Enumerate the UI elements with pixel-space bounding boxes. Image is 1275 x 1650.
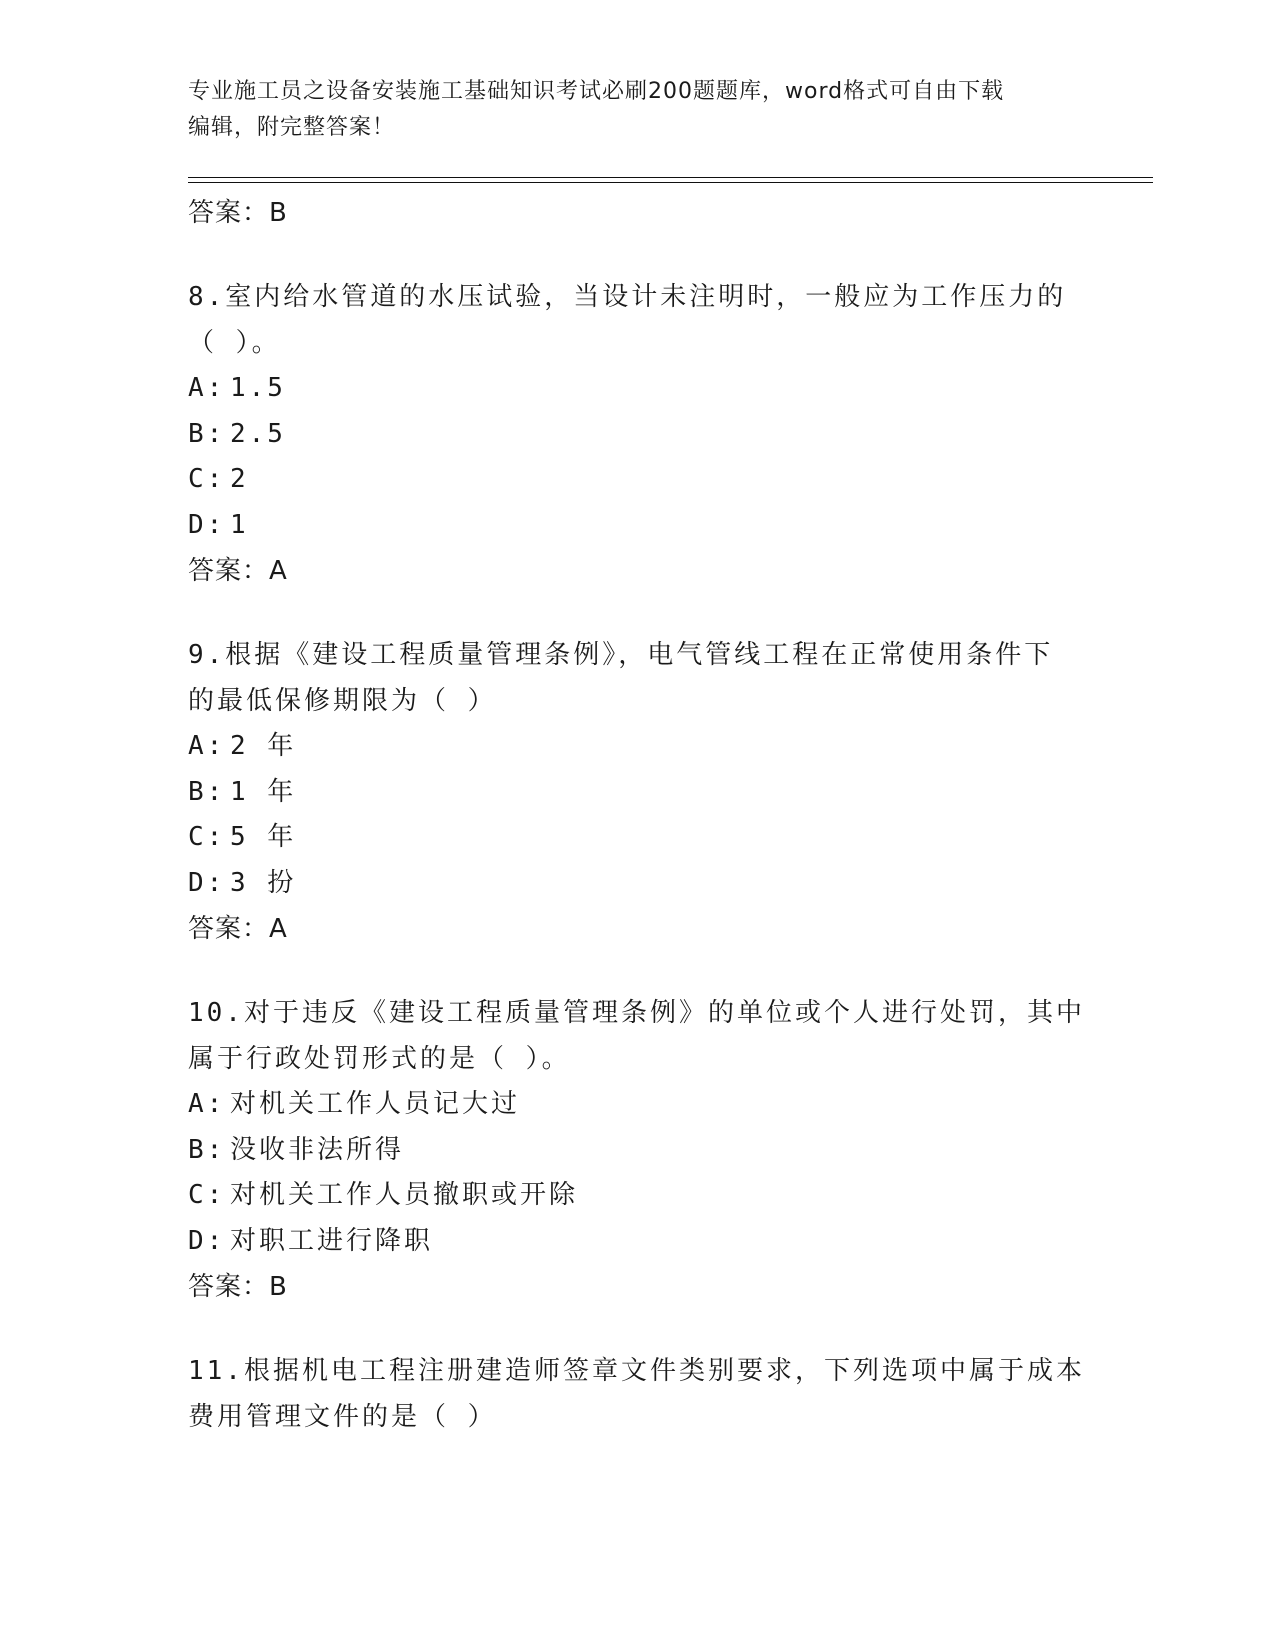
option-d	[188, 1219, 1088, 1265]
option-d	[188, 503, 1088, 549]
option-a	[188, 1082, 1088, 1128]
option-key: A:	[188, 731, 226, 761]
option-b	[188, 412, 1088, 458]
question-10	[188, 990, 1088, 1310]
answer-line: 答案：A	[188, 556, 288, 586]
question-9	[188, 632, 1088, 952]
question-text: 属于行政处罚形式的是（ ）。	[188, 1044, 571, 1074]
option-c	[188, 815, 1088, 861]
question-text: （ ）。	[188, 328, 281, 358]
option-a	[188, 366, 1088, 412]
question-list	[188, 190, 1088, 1440]
option-b	[188, 770, 1088, 816]
option-d	[188, 861, 1088, 907]
answer-line: 答案：A	[188, 914, 288, 944]
option-text: 1 年	[230, 776, 297, 807]
option-key: A:	[188, 1089, 226, 1119]
option-key: B:	[188, 776, 226, 807]
question-text: 8.室内给水管道的水压试验，当设计未注明时，一般应为工作压力的	[188, 282, 1067, 312]
header-divider-top	[188, 177, 1153, 178]
question-text: 10.对于违反《建设工程质量管理条例》的单位或个人进行处罚，其中	[188, 998, 1085, 1028]
option-key: C:	[188, 464, 226, 494]
option-text: 2.5	[230, 418, 286, 449]
header-divider-bottom	[188, 182, 1153, 183]
option-c	[188, 457, 1088, 503]
option-text: 对机关工作人员记大过	[230, 1089, 521, 1119]
question-text: 的最低保修期限为（ ）	[188, 686, 497, 716]
option-text: 对职工进行降职	[230, 1225, 434, 1256]
header-line-1: 专业施工员之设备安装施工基础知识考试必刷200题题库，word格式可自由下载	[188, 79, 1005, 104]
option-text: 没收非法所得	[230, 1134, 405, 1165]
option-key: D:	[188, 867, 226, 898]
option-key: B:	[188, 418, 226, 449]
option-text: 1	[230, 509, 249, 540]
question-11	[188, 1348, 1088, 1440]
option-b	[188, 1128, 1088, 1174]
document-header	[188, 74, 1078, 146]
option-text: 对机关工作人员撤职或开除	[230, 1180, 579, 1210]
option-key: C:	[188, 822, 226, 852]
option-key: A:	[188, 373, 226, 403]
option-key: D:	[188, 509, 226, 540]
option-key: C:	[188, 1180, 226, 1210]
question-text: 9.根据《建设工程质量管理条例》，电气管线工程在正常使用条件下	[188, 640, 1054, 670]
option-text: 2 年	[230, 731, 297, 761]
question-text: 11.根据机电工程注册建造师签章文件类别要求，下列选项中属于成本	[188, 1356, 1085, 1386]
option-key: B:	[188, 1134, 226, 1165]
question-text: 费用管理文件的是（ ）	[188, 1402, 497, 1432]
option-text: 3 扮	[230, 867, 297, 898]
option-text: 1.5	[230, 373, 286, 403]
answer-line: 答案：B	[188, 1272, 288, 1302]
answer-line: 答案：B	[188, 198, 288, 228]
option-text: 2	[230, 464, 249, 494]
option-key: D:	[188, 1225, 226, 1256]
header-line-2: 编辑，附完整答案！	[188, 115, 396, 140]
option-c	[188, 1173, 1088, 1219]
question-8	[188, 274, 1088, 594]
option-text: 5 年	[230, 822, 297, 852]
option-a	[188, 724, 1088, 770]
